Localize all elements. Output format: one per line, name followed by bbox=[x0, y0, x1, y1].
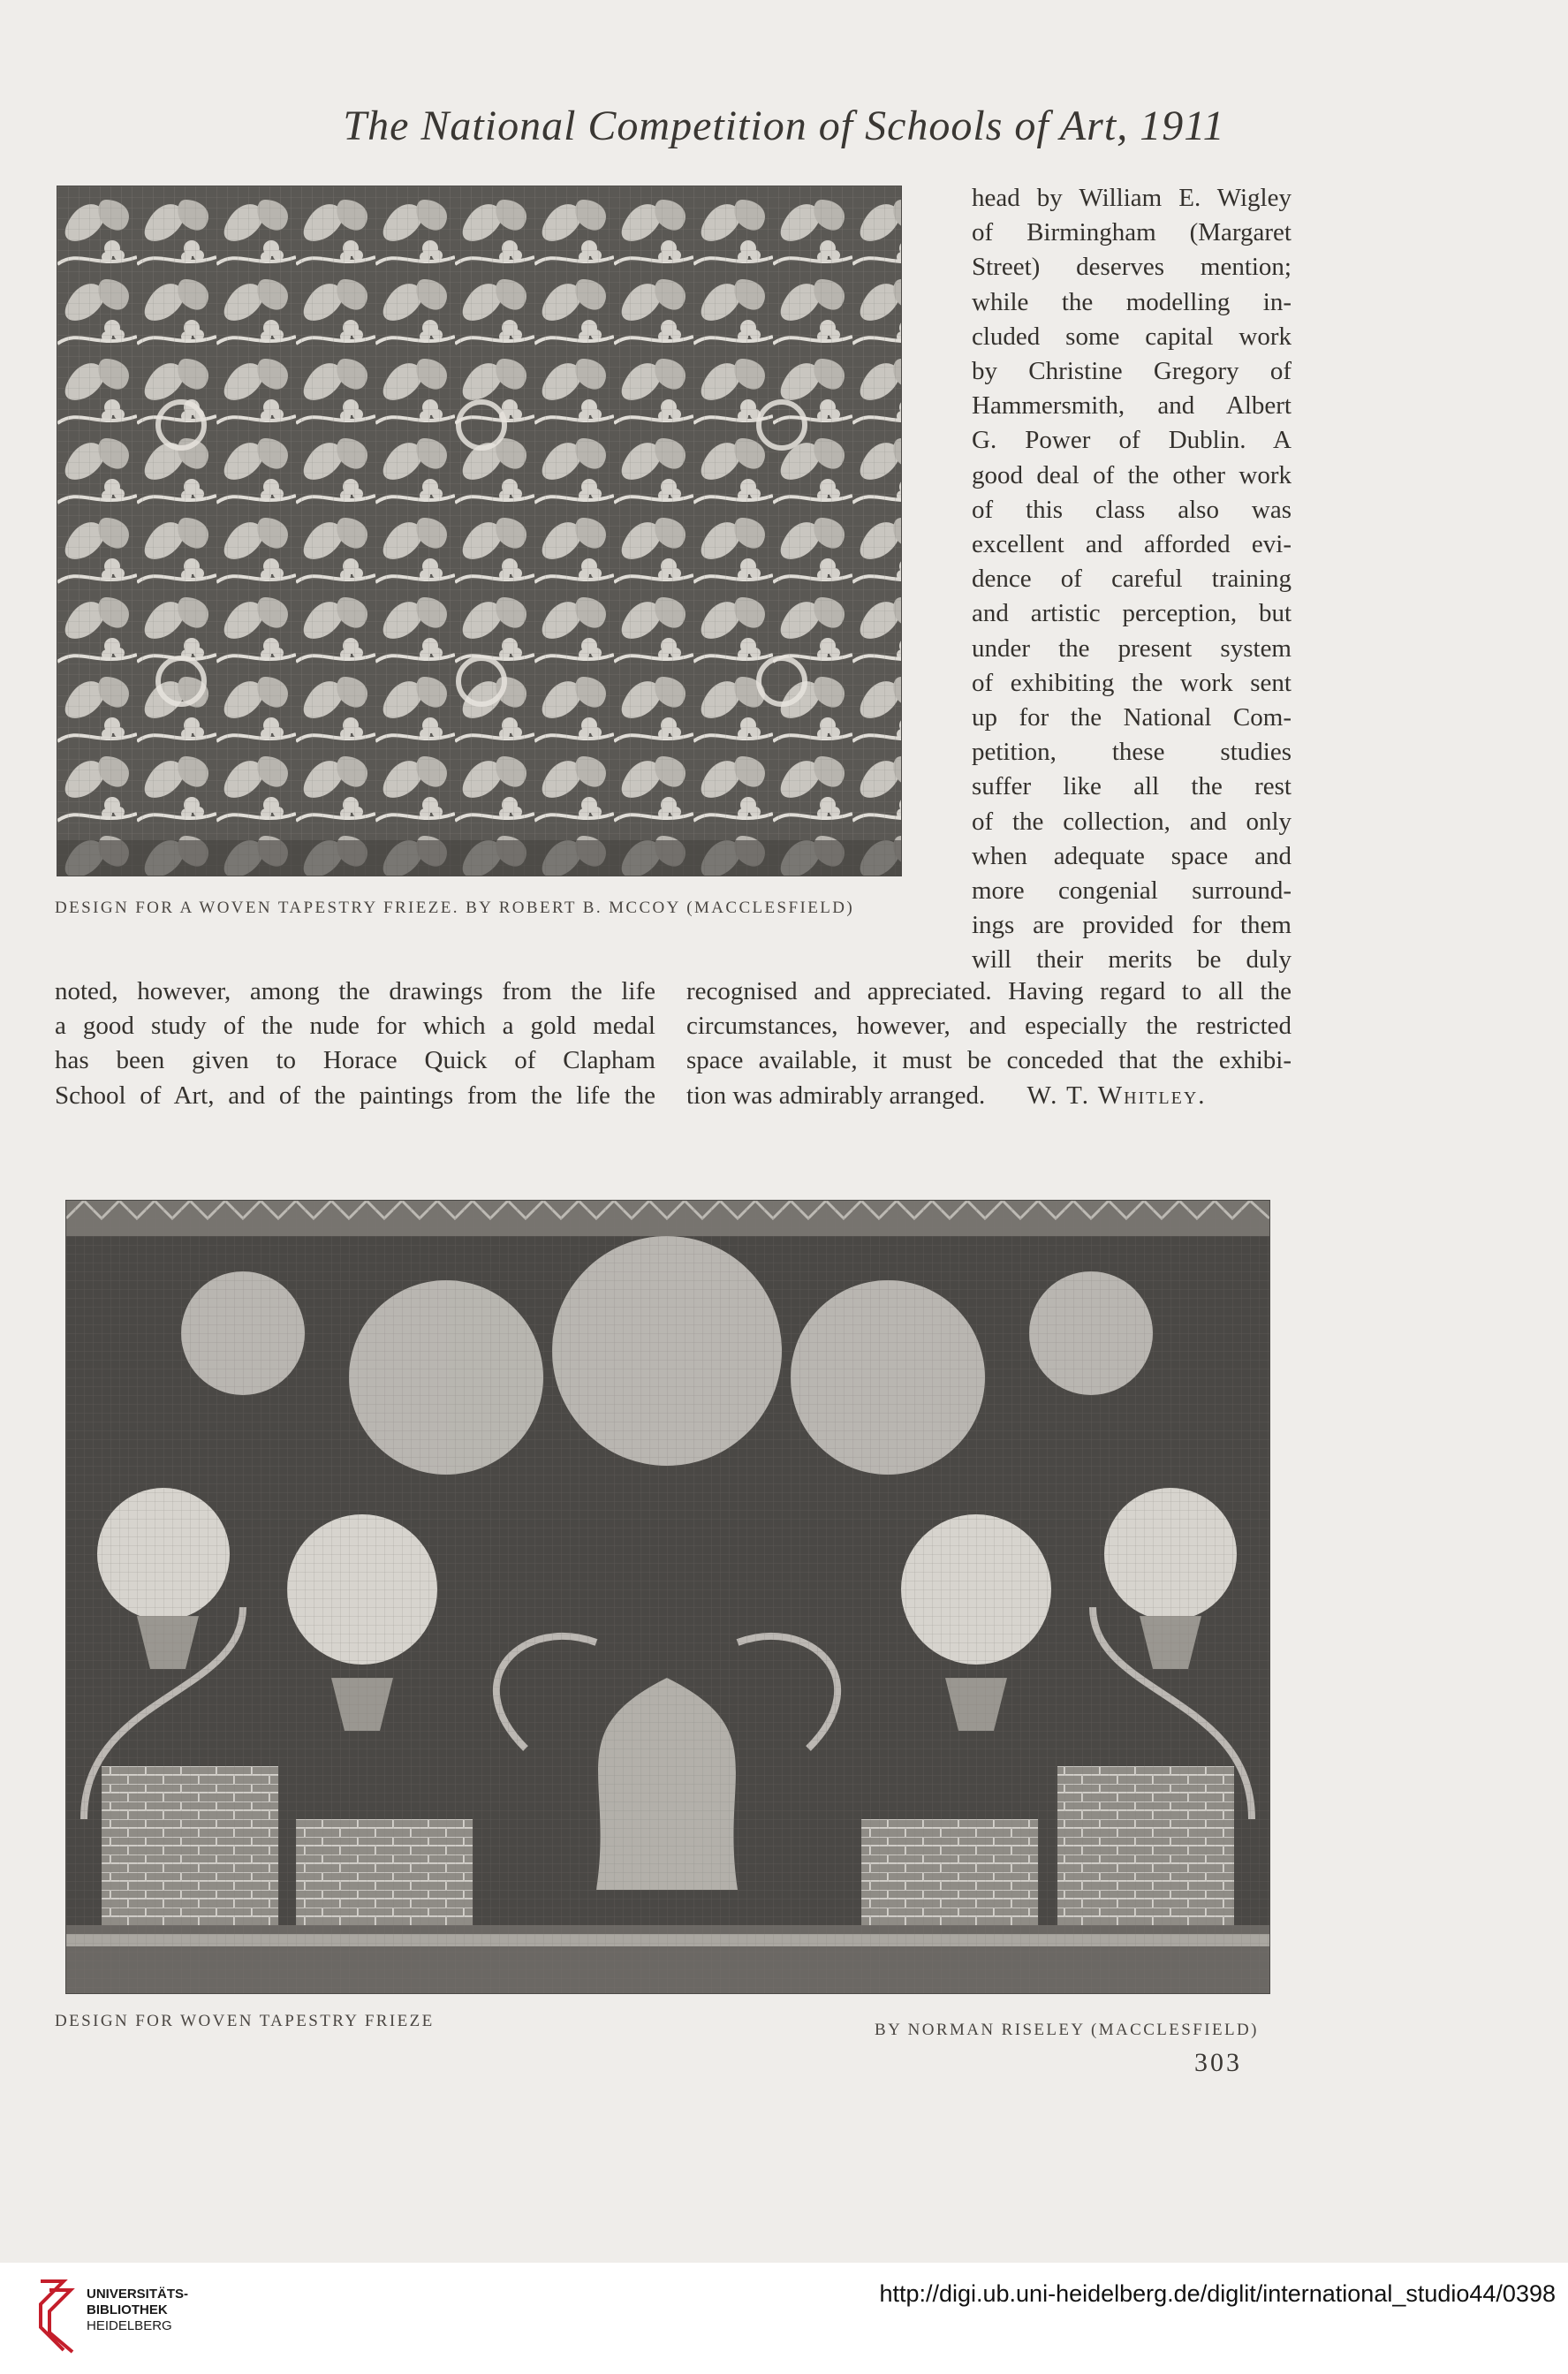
library-name-line: BIBLIOTHEK bbox=[87, 2302, 168, 2317]
text-line: of the collection, and only bbox=[972, 807, 1292, 836]
running-head: The National Competition of Schools of Art, 1911 bbox=[343, 102, 1225, 149]
author-signature: W. T. Whitley. bbox=[1026, 1081, 1207, 1110]
text-line: petition, these studies bbox=[972, 738, 1292, 767]
text-line-end: tion was admirably arranged. bbox=[686, 1081, 986, 1110]
text-line: ings are provided for them bbox=[972, 911, 1292, 940]
text-line: a good study of the nude for which a gold medal bbox=[55, 1012, 655, 1041]
library-name bbox=[87, 2287, 188, 2334]
page-number: 303 bbox=[1194, 2048, 1242, 2077]
text-line: up for the National Com- bbox=[972, 703, 1292, 732]
text-line: when adequate space and bbox=[972, 841, 1292, 870]
source-url-link[interactable]: http://digi.ub.uni-heidelberg.de/diglit/international_studio44/0398 bbox=[879, 2280, 1556, 2307]
caption-bottom-right: BY NORMAN RISELEY (MACCLESFIELD) bbox=[875, 2021, 1259, 2039]
university-library-logo-icon bbox=[37, 2278, 76, 2354]
text-line: recognised and appreciated. Having regard to all the bbox=[686, 977, 1292, 1005]
text-line: under the present system bbox=[972, 633, 1292, 663]
tapestry-image-riseley bbox=[65, 1200, 1270, 1994]
right-column-text bbox=[972, 181, 1292, 978]
text-line: Hammersmith, and Albert bbox=[972, 391, 1292, 421]
caption-bottom-left: DESIGN FOR WOVEN TAPESTRY FRIEZE bbox=[55, 2012, 435, 2030]
text-line: of Birmingham (Margaret bbox=[972, 218, 1292, 247]
left-column-text bbox=[55, 975, 655, 1113]
middle-column-text bbox=[686, 975, 1292, 1113]
text-line: and artistic perception, but bbox=[972, 599, 1292, 628]
text-line: head by William E. Wigley bbox=[972, 184, 1292, 212]
caption-top: DESIGN FOR A WOVEN TAPESTRY FRIEZE. BY ROBERT B. MCCOY (MACCLESFIELD) bbox=[55, 899, 855, 917]
text-line: space available, it must be conceded that the exhibi- bbox=[686, 1046, 1292, 1075]
text-line: of this class also was bbox=[972, 495, 1292, 524]
tapestry-image-mccoy bbox=[57, 186, 902, 876]
text-line: has been given to Horace Quick of Clapham bbox=[55, 1046, 655, 1075]
text-line: excellent and afforded evi- bbox=[972, 530, 1292, 559]
text-line: Street) deserves mention; bbox=[972, 253, 1292, 282]
text-line: dence of careful training bbox=[972, 565, 1292, 594]
text-line: School of Art, and of the paintings from the life the bbox=[55, 1081, 655, 1110]
text-line: will their merits be duly bbox=[972, 945, 1292, 975]
text-line: of exhibiting the work sent bbox=[972, 668, 1292, 697]
text-line: more congenial surround- bbox=[972, 876, 1292, 906]
text-line: good deal of the other work bbox=[972, 460, 1292, 489]
footer-bar bbox=[0, 2263, 1568, 2374]
text-line: circumstances, however, and especially the restricted bbox=[686, 1012, 1292, 1041]
text-line: suffer like all the rest bbox=[972, 772, 1292, 801]
text-line: cluded some capital work bbox=[972, 322, 1292, 351]
library-name-line: HEIDELBERG bbox=[87, 2318, 172, 2333]
text-line bbox=[686, 1079, 1292, 1113]
text-line: while the modelling in- bbox=[972, 287, 1292, 316]
library-name-line: UNIVERSITÄTS- bbox=[87, 2287, 189, 2302]
text-line: G. Power of Dublin. A bbox=[972, 426, 1292, 455]
text-line: by Christine Gregory of bbox=[972, 357, 1292, 386]
text-line: noted, however, among the drawings from the life bbox=[55, 977, 655, 1005]
